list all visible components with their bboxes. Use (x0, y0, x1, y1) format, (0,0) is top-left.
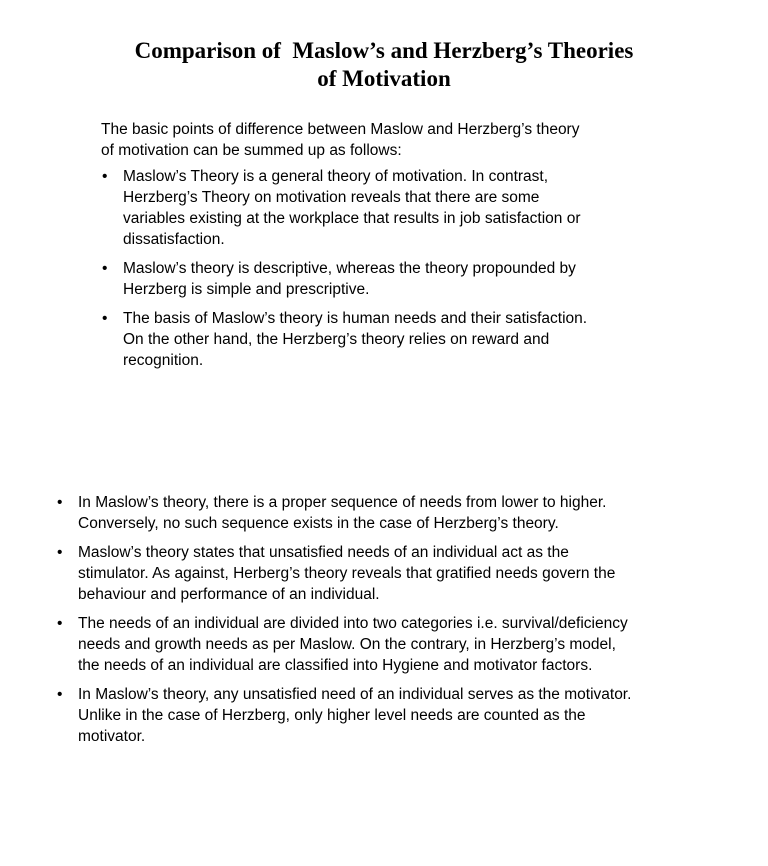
bullet-icon: • (57, 494, 63, 511)
intro-paragraph (101, 119, 661, 161)
list-item-line: Conversely, no such sequence exists in the case of Herzberg’s theory. (78, 515, 559, 532)
bullet-icon: • (102, 260, 108, 277)
intro-section (101, 119, 661, 371)
bullet-icon: • (57, 686, 63, 703)
list-item (101, 308, 661, 371)
difference-list-bottom (56, 492, 736, 747)
list-item-line: On the other hand, the Herzberg’s theory relies on reward and (123, 331, 550, 348)
list-item-line: In Maslow’s theory, any unsatisfied need of an individual serves as the motivator. (78, 686, 632, 703)
list-item-line: Herzberg’s Theory on motivation reveals that there are some (123, 189, 540, 206)
list-item-line: behaviour and performance of an individual. (78, 586, 380, 603)
list-item (56, 684, 736, 747)
page-title-line-2: of Motivation (317, 66, 451, 91)
intro-line-1: The basic points of difference between Maslow and Herzberg’s theory (101, 121, 580, 138)
continued-section (56, 492, 736, 747)
page-title (0, 37, 768, 93)
list-item-line: variables existing at the workplace that results in job satisfaction or (123, 210, 581, 227)
list-item (56, 542, 736, 605)
list-item-line: Maslow’s theory states that unsatisfied needs of an individual act as the (78, 544, 569, 561)
list-item (56, 492, 736, 534)
bullet-icon: • (57, 615, 63, 632)
list-item-line: motivator. (78, 728, 146, 745)
list-item (101, 258, 661, 300)
bullet-icon: • (102, 310, 108, 327)
bullet-icon: • (102, 168, 108, 185)
list-item-line: Maslow’s theory is descriptive, whereas the theory propounded by (123, 260, 576, 277)
list-item-line: recognition. (123, 352, 204, 369)
list-item-line: Maslow’s Theory is a general theory of motivation. In contrast, (123, 168, 549, 185)
list-item-line: In Maslow’s theory, there is a proper sequence of needs from lower to higher. (78, 494, 607, 511)
list-item-line: The needs of an individual are divided into two categories i.e. survival/deficiency (78, 615, 628, 632)
list-item (56, 613, 736, 676)
list-item-line: Herzberg is simple and prescriptive. (123, 281, 370, 298)
list-item-line: The basis of Maslow’s theory is human needs and their satisfaction. (123, 310, 588, 327)
page-title-line-1: Comparison of Maslow’s and Herzberg’s Theories (134, 38, 634, 63)
bullet-icon: • (57, 544, 63, 561)
list-item-line: Unlike in the case of Herzberg, only higher level needs are counted as the (78, 707, 586, 724)
difference-list-top (101, 166, 661, 371)
list-item-line: stimulator. As against, Herberg’s theory reveals that gratified needs govern the (78, 565, 616, 582)
list-item-line: the needs of an individual are classified into Hygiene and motivator factors. (78, 657, 593, 674)
list-item-line: needs and growth needs as per Maslow. On the contrary, in Herzberg’s model, (78, 636, 616, 653)
intro-line-2: of motivation can be summed up as follows: (101, 142, 402, 159)
list-item-line: dissatisfaction. (123, 231, 225, 248)
list-item (101, 166, 661, 250)
